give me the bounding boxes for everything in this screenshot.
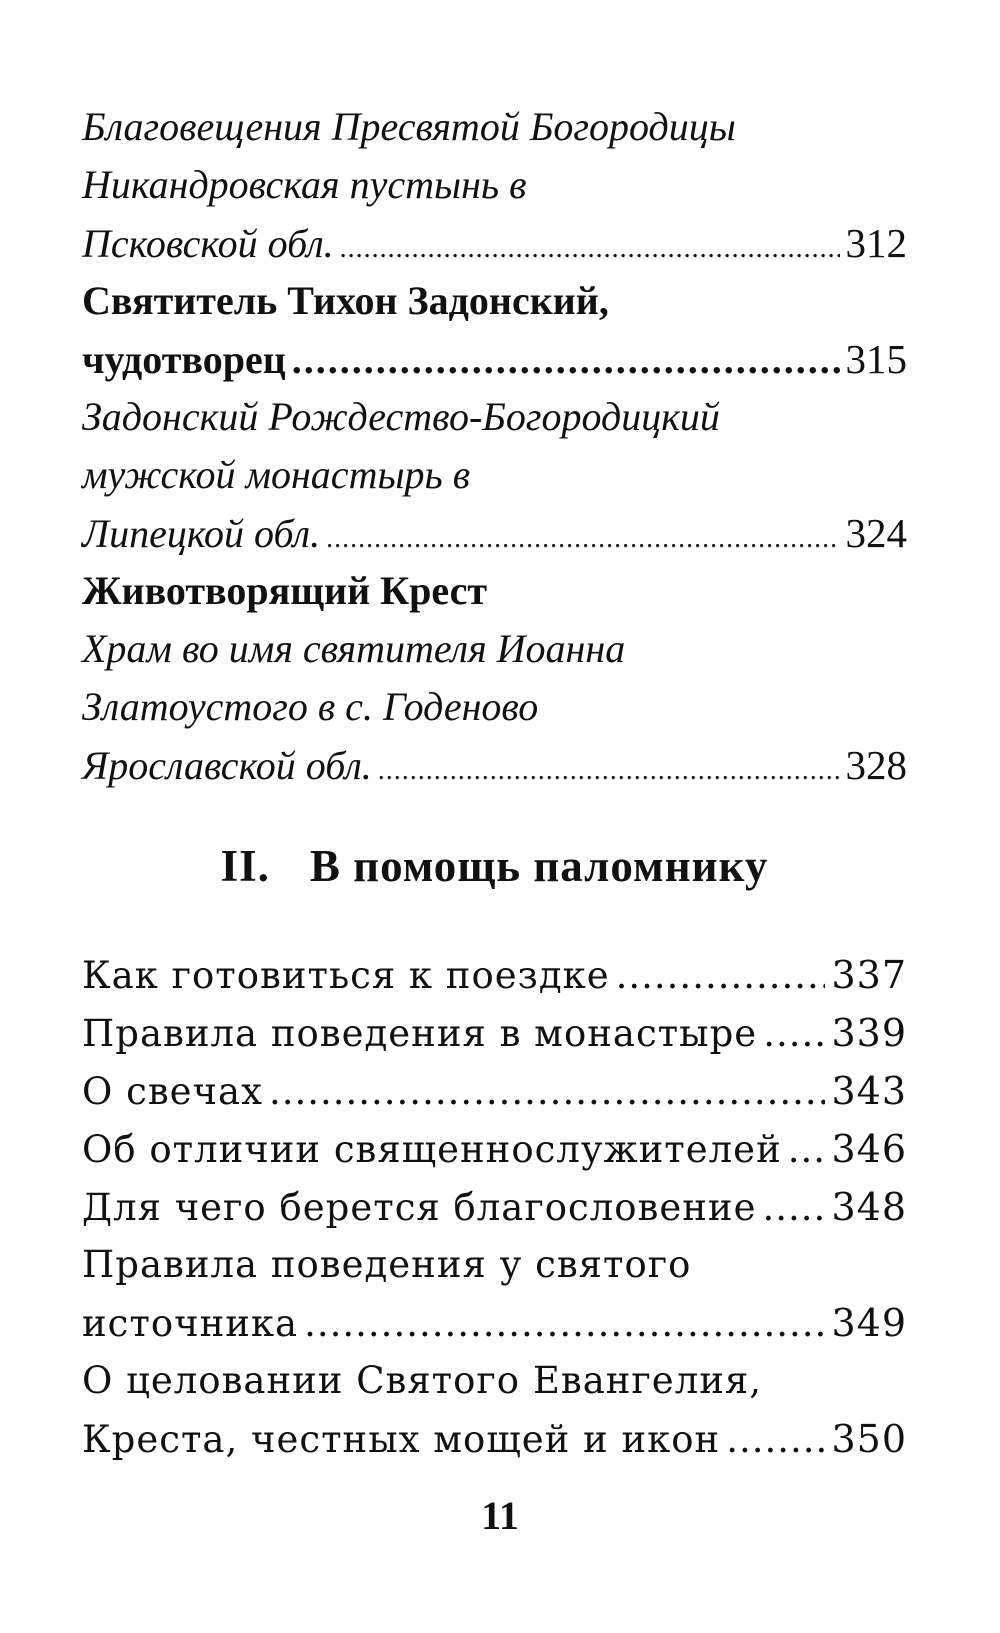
- toc-page-number: 312: [845, 220, 907, 266]
- toc-entry: [82, 272, 907, 330]
- toc-entry: [82, 156, 907, 214]
- dot-leader: [763, 1005, 825, 1063]
- toc-page-number: 324: [845, 510, 907, 556]
- toc-page-number: 349: [831, 1301, 907, 1345]
- toc-entry-text: чудотворец: [82, 337, 286, 382]
- dot-leader: [788, 1121, 826, 1179]
- dot-leader: [616, 947, 826, 1005]
- toc-entry: [82, 736, 907, 794]
- toc-entry: [82, 562, 907, 620]
- toc-entry-text: Благовещения Пресвятой Богородицы: [82, 104, 736, 149]
- dot-leader: [378, 742, 840, 800]
- toc-entry: [82, 214, 907, 272]
- toc-entry: [82, 1410, 907, 1468]
- dot-leader: [340, 220, 840, 278]
- dot-leader: [304, 1295, 825, 1353]
- toc-entry: [82, 1178, 907, 1236]
- toc-entry-text: источника: [82, 1302, 299, 1345]
- toc-page-number: 350: [831, 1417, 907, 1461]
- toc-entry: [82, 1294, 907, 1352]
- toc-entry: [82, 1352, 907, 1410]
- toc-page-number: 337: [831, 953, 907, 997]
- table-of-contents: [82, 98, 907, 1468]
- toc-page-number: 328: [845, 742, 907, 788]
- toc-entry-text: Креста, честных мощей и икон: [82, 1418, 721, 1461]
- toc-entry-text: Святитель Тихон Задонский,: [82, 278, 609, 323]
- toc-entry: [82, 1004, 907, 1062]
- section-number: II.: [220, 841, 270, 891]
- toc-entry-text: Об отличии священнослужителей: [82, 1128, 782, 1171]
- toc-entry-text: Для чего берется благословение: [82, 1186, 757, 1229]
- toc-entry: [82, 1120, 907, 1178]
- toc-entry-text: Как готовиться к поездке: [82, 954, 610, 997]
- toc-entry-text: О свечах: [82, 1070, 263, 1113]
- dot-leader: [726, 1411, 825, 1469]
- toc-entry: [82, 504, 907, 562]
- toc-entry: [82, 388, 907, 446]
- section-title-text: В помощь паломнику: [309, 841, 769, 891]
- toc-entry-text: Липецкой обл.: [82, 511, 321, 556]
- dot-leader: [292, 331, 840, 389]
- toc-page-number: 346: [831, 1127, 907, 1171]
- toc-entry-text: Ярославской обл.: [82, 743, 372, 788]
- toc-entry: [82, 678, 907, 736]
- toc-entry-text: Никандровская пустынь в: [82, 162, 527, 207]
- toc-entry-text: Правила поведения в монастыре: [82, 1012, 758, 1055]
- toc-entry: [82, 946, 907, 1004]
- toc-page-number: 348: [831, 1185, 907, 1229]
- toc-entry-text: Животворящий Крест: [82, 568, 488, 613]
- toc-page-number: 315: [845, 336, 907, 382]
- toc-entry-text: мужской монастырь в: [82, 452, 471, 497]
- section-heading: [82, 836, 907, 896]
- dot-leader: [326, 510, 839, 568]
- toc-entry: [82, 620, 907, 678]
- toc-entry: [82, 1236, 907, 1294]
- dot-leader: [762, 1179, 825, 1237]
- toc-entry-text: Златоустого в с. Годеново: [82, 684, 539, 729]
- dot-leader: [269, 1063, 826, 1121]
- toc-page-number: 343: [831, 1069, 907, 1113]
- toc-entry: [82, 330, 907, 388]
- toc-entry-text: Храм во имя святителя Иоанна: [82, 626, 626, 671]
- toc-entry-text: Псковской обл.: [82, 221, 334, 266]
- toc-entry: [82, 1062, 907, 1120]
- toc-page-number: 339: [831, 1011, 907, 1055]
- toc-entry-text: Задонский Рождество-Богородицкий: [82, 394, 720, 439]
- toc-entry: [82, 98, 907, 156]
- toc-entry-text: Правила поведения у святого: [82, 1243, 692, 1286]
- page-number: 11: [481, 1493, 519, 1538]
- toc-entry-text: О целовании Святого Евангелия,: [82, 1359, 762, 1402]
- toc-entry: [82, 446, 907, 504]
